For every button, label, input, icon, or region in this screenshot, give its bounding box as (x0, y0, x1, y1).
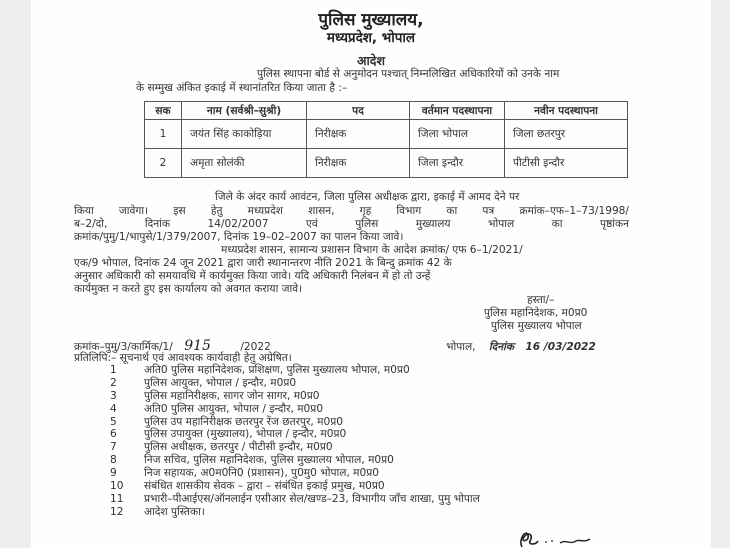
list-item (106, 493, 480, 506)
signatory-office: पुलिस मुख्यालय भोपाल (491, 320, 582, 332)
list-item-text: निज सहायक, अ0म0नि0 (प्रशासन), पु0मु0 भोपाल, म0प्र0 (144, 467, 379, 480)
body-p1-line-4: क्रमांक/पुमु/1/भापुसे/1/379/2007, दिनांक 19–02–2007 का पालन किया जावे। (74, 231, 404, 243)
cell-sno: 2 (145, 149, 182, 178)
office-location: मध्यप्रदेश, भोपाल (326, 30, 416, 46)
handwritten-signature (514, 525, 594, 548)
body-p1-line-1: जिले के अंदर कार्य आवंटन, जिला पुलिस अधीक्षक द्वारा, इकाई में आमद देने पर (215, 191, 520, 203)
list-item-number: 12 (110, 505, 124, 518)
office-title: पुलिस मुख्यालय, (318, 10, 424, 30)
list-item-number: 9 (110, 467, 117, 480)
intro-line-2: के सम्मुख अंकित इकाई में स्थानांतरित किया जाता है :– (136, 82, 348, 94)
body-p2-line-3: अनुसार अधिकारी को समयावधि में कार्यमुक्त किया जावे। यदि अधिकारी निलंबन में हो तो उन्हें (74, 270, 431, 282)
order-date: 16 /03/2022 (525, 341, 596, 353)
list-item-text: आदेश पुस्तिका। (144, 505, 205, 518)
list-item (106, 364, 480, 377)
list-item (106, 454, 480, 467)
col-header-name: नाम (सर्वश्री–सुश्री) (182, 102, 307, 120)
list-item-number: 10 (110, 480, 124, 493)
reference-prefix: क्रमांक–पुमु/3/कार्मिक/1/ (74, 341, 173, 353)
list-item (106, 467, 480, 480)
cell-name: अमृता सोलंकी (182, 149, 307, 178)
col-header-rank: पद (307, 102, 410, 120)
list-item-number: 7 (110, 441, 117, 454)
reference-year: /2022 (240, 341, 271, 353)
list-item (106, 480, 480, 493)
signed-marker: हस्ता/– (527, 294, 555, 306)
order-document-page (31, 0, 711, 548)
list-item-number: 2 (110, 376, 117, 389)
table-row (145, 120, 628, 149)
list-item (106, 441, 480, 454)
list-item (106, 403, 480, 416)
reference-place: भोपाल, (446, 341, 476, 353)
list-item-number: 11 (110, 492, 124, 505)
list-item-number: 4 (110, 402, 117, 415)
body-p1-line-2: किया जावेगा। इस हेतु मध्यप्रदेश शासन, गृह विभाग का पत्र क्रमांक–एफ–1–73/1998/ (74, 205, 629, 217)
list-item-number: 8 (110, 454, 117, 467)
list-item-text: अति0 पुलिस महानिदेशक, प्रशिक्षण, पुलिस मुख्यालय भोपाल, म0प्र0 (144, 364, 410, 376)
body-p2-line-2: एक/9 भोपाल, दिनांक 24 जून 2021 द्वारा जारी स्थानान्तरण नीति 2021 के बिन्दु क्रमांक 42 के (74, 257, 452, 269)
list-item-text: निज सचिव, पुलिस महानिदेशक, पुलिस मुख्यालय भोपाल, म0प्र0 (144, 454, 394, 467)
body-p1-line-3: ब–2/दो, दिनांक 14/02/2007 एवं पुलिस मुख्यालय भोपाल का पृष्ठांकन (74, 218, 629, 230)
list-item-text: पुलिस उप महानिरीक्षक छतरपुर रेंज छतरपुर, म0प्र0 (144, 415, 343, 428)
list-item (106, 416, 480, 429)
list-item-text: पुलिस उपायुक्त (मुख्यालय), भोपाल / इन्दौर, म0प्र0 (144, 428, 347, 441)
date-label: दिनांक (488, 341, 515, 353)
list-item-text: प्रभारी–पीआईएस/ऑनलाईन एसीआर सेल/खण्ड–23, विभागीय जाँच शाखा, पुमु भोपाल (144, 492, 480, 505)
list-item-number: 1 (110, 364, 117, 376)
table-row (145, 149, 628, 178)
list-item (106, 390, 480, 403)
table-header-row (145, 102, 628, 120)
list-item (106, 428, 480, 441)
copy-to-list (106, 364, 480, 519)
copy-to-heading: प्रतिलिपि:– सूचनार्थ एवं आवश्यक कार्यवाही हेतु अग्रेषित। (74, 352, 292, 364)
list-item-text: संबंधित शासकीय सेवक – द्वारा – संबंधित इकाई प्रमुख, म0प्र0 (144, 480, 385, 493)
col-header-sno: सक (145, 102, 182, 120)
cell-name: जयंत सिंह काकोड़िया (182, 120, 307, 149)
cell-new-posting: पीटीसी इन्दौर (505, 149, 628, 178)
transfer-table (144, 101, 628, 178)
cell-rank: निरीक्षक (307, 120, 410, 149)
list-item-number: 6 (110, 428, 117, 441)
list-item-text: पुलिस महानिरीक्षक, सागर जोन सागर, म0प्र0 (144, 389, 320, 402)
list-item-number: 3 (110, 389, 117, 402)
cell-new-posting: जिला छतरपुर (505, 120, 628, 149)
intro-line-1: पुलिस स्थापना बोर्ड से अनुमोदन पश्चात् निम्नलिखित अधिकारियों को उनके नाम (257, 68, 560, 80)
cell-rank: निरीक्षक (307, 149, 410, 178)
col-header-current-posting: वर्तमान पदस्थापना (410, 102, 505, 120)
list-item (106, 377, 480, 390)
list-item (106, 506, 480, 519)
cell-current-posting: जिला इन्दौर (410, 149, 505, 178)
handwritten-order-number: 915 (184, 338, 211, 354)
list-item-text: पुलिस अधीक्षक, छतरपुर / पीटीसी इन्दौर, म0प्र0 (144, 441, 333, 454)
list-item-number: 5 (110, 415, 117, 428)
cell-sno: 1 (145, 120, 182, 149)
signatory-designation: पुलिस महानिदेशक, म0प्र0 (484, 307, 588, 319)
col-header-new-posting: नवीन पदस्थापना (505, 102, 628, 120)
list-item-text: पुलिस आयुक्त, भोपाल / इन्दौर, म0प्र0 (144, 376, 297, 389)
cell-current-posting: जिला भोपाल (410, 120, 505, 149)
body-p2-line-1: मध्यप्रदेश शासन, सामान्य प्रशासन विभाग के आदेश क्रमांक/ एफ 6–1/2021/ (221, 244, 523, 256)
order-heading: आदेश (357, 53, 385, 68)
reference-place-date (446, 340, 596, 354)
body-p2-line-4: कार्यमुक्त न करते हुए इस कार्यालय को अवगत कराया जावे। (74, 283, 303, 295)
list-item-text: अति0 पुलिस आयुक्त, भोपाल / इन्दौर, म0प्र0 (144, 402, 324, 415)
